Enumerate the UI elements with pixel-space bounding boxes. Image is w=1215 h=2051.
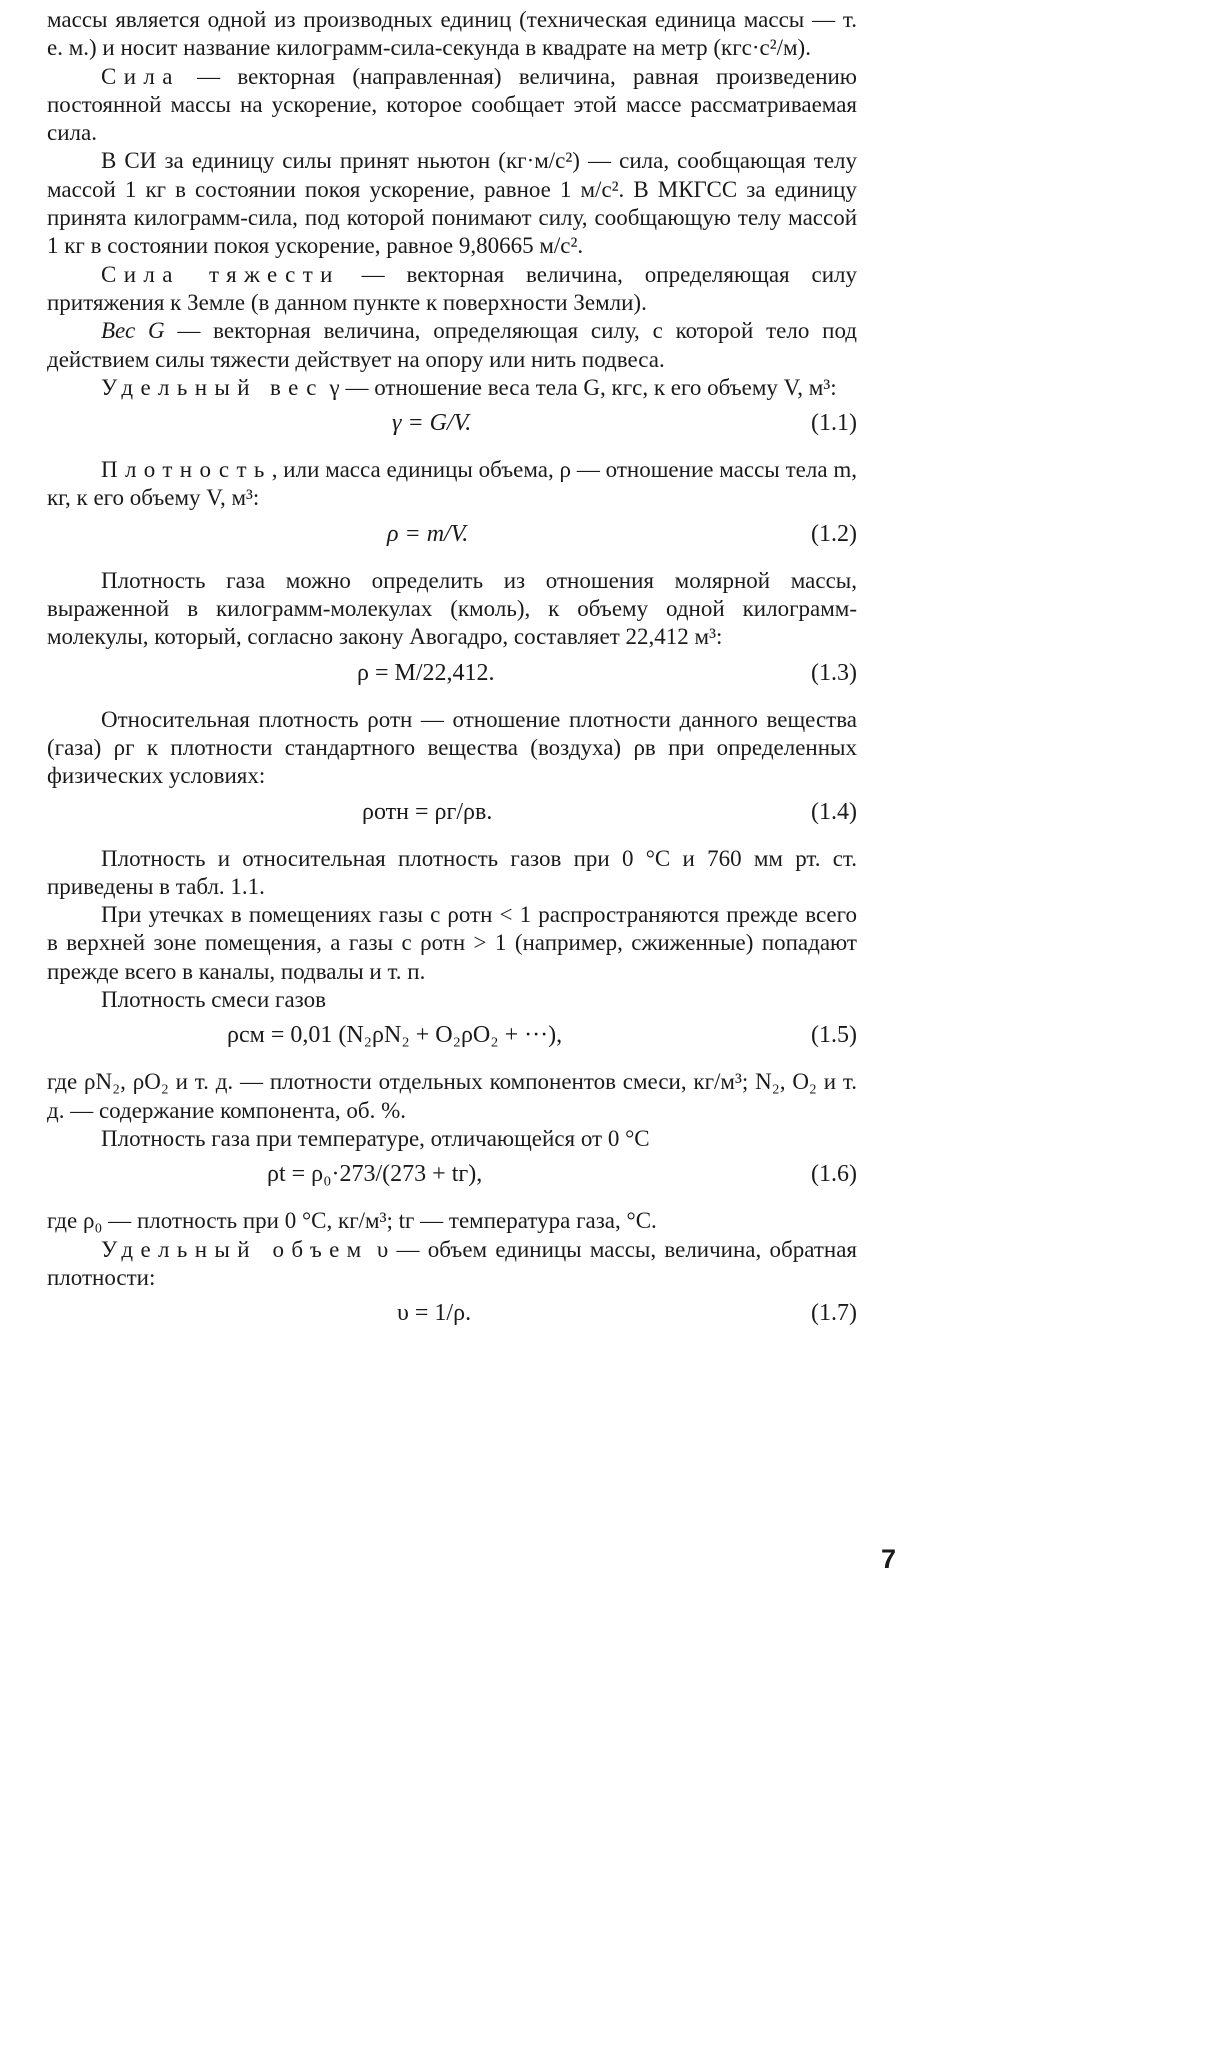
paragraph: Плотность газа можно определить из отношения молярной массы, выраженной в килограмм-молекулах (кмоль), к объему одной килограмм-молекулы, который, согласно закону Авогадро, составляет 22,412 м³: (47, 567, 857, 650)
term: Плотность (101, 457, 272, 483)
paragraph: Относительная плотность ρотн — отношение плотности данного вещества (газа) ρг к плотности стандартного вещества (воздуха) ρв при определенных физических условиях: (47, 706, 857, 789)
equation-number: (1.5) (811, 1022, 857, 1049)
term: Удельный объем (101, 1236, 369, 1262)
term: Сила тяжести (101, 261, 340, 287)
equation-number: (1.6) (811, 1161, 857, 1188)
equation-number: (1.3) (811, 659, 857, 686)
paragraph: где ρN₂, ρO₂ и т. д. — плотности отдельных компонентов смеси, кг/м³; N₂, O₂ и т. д. — содержание компонента, об. %. (47, 1069, 857, 1123)
paragraph: Удельный вес γ — отношение веса тела G, кгс, к его объему V, м³: (101, 374, 837, 400)
equation: υ = 1/ρ. (1.7) (397, 1300, 857, 1327)
equation-number: (1.2) (811, 520, 857, 547)
equation-number: (1.4) (811, 798, 857, 825)
term: Вес G (101, 318, 165, 344)
paragraph: Плотность, или масса единицы объема, ρ — отношение массы тела m, кг, к его объему V, м³: (47, 457, 857, 511)
paragraph: Плотность газа при температуре, отличающейся от 0 °С (101, 1125, 650, 1151)
equation: ρ = M/22,412. (1.3) (357, 659, 857, 686)
equation: ρt = ρ₀·273/(273 + tг), (1.6) (267, 1161, 857, 1188)
paragraph: где ρ₀ — плотность при 0 °С, кг/м³; tг — температура газа, °С. (47, 1208, 657, 1234)
page-body (47, 6, 857, 1346)
paragraph: Вес G — векторная величина, определяющая силу, с которой тело под действием силы тяжести действует на опору или нить подвеса. (47, 318, 857, 372)
paragraph: Плотность смеси газов (101, 987, 326, 1013)
paragraph: Плотность и относительная плотность газов при 0 °С и 760 мм рт. ст. приведены в табл. 1.1. (47, 845, 857, 899)
page-number: 7 (881, 1544, 897, 1574)
paragraph: Удельный объем υ — объем единицы массы, величина, обратная плотности: (47, 1236, 857, 1290)
paragraph: массы является одной из производных единиц (техническая единица массы — т. е. м.) и носит название килограмм-сила-секунда в квадрате на метр (кгс·с²/м). (47, 7, 857, 61)
equation: γ = G/V. (1.1) (392, 410, 857, 437)
paragraph: Сила — векторная (направленная) величина, равная произведению постоянной массы на ускорение, которое сообщает этой массе рассматриваемая сила. (47, 63, 857, 146)
equation: ρотн = ρг/ρв. (1.4) (362, 798, 857, 825)
paragraph: Сила тяжести — векторная величина, определяющая силу притяжения к Земле (в данном пункте к поверхности Земли). (47, 261, 858, 315)
equation-number: (1.7) (811, 1300, 857, 1327)
equation-number: (1.1) (811, 410, 857, 437)
term: Сила (101, 63, 180, 89)
equation: ρ = m/V. (1.2) (387, 520, 857, 547)
equation: ρсм = 0,01 (N₂ρN₂ + O₂ρO₂ + ···), (1.5) (227, 1022, 857, 1049)
paragraph: При утечках в помещениях газы с ρотн < 1 распространяются прежде всего в верхней зоне помещения, а газы с ρотн > 1 (например, сжиженные) попадают прежде всего в каналы, подвалы и т. п. (47, 902, 857, 984)
term: Удельный вес (101, 374, 324, 400)
paragraph: В СИ за единицу силы принят ньютон (кг·м/с²) — сила, сообщающая телу массой 1 кг в состоянии покоя ускорение, равное 1 м/с². В МКГСС за единицу принята килограмм-сила, под которой понимают силу, сообщающую телу массой 1 кг в состоянии покоя ускорение, равное 9,80665 м/с². (47, 148, 857, 259)
